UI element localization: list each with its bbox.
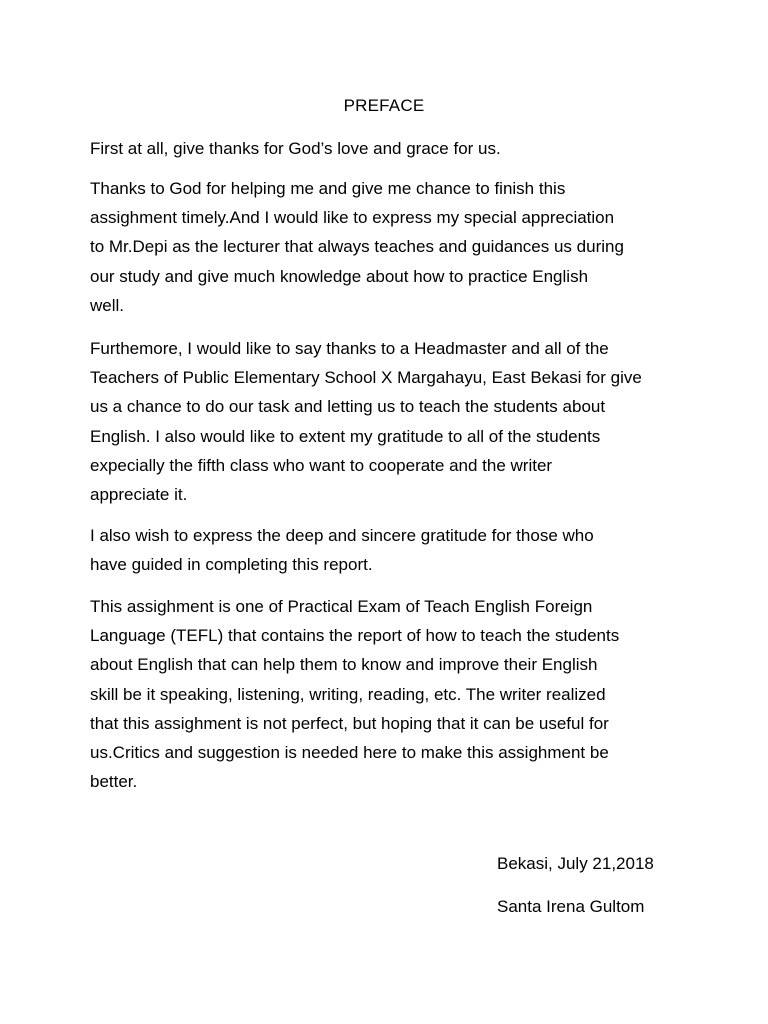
paragraph-opening bbox=[90, 134, 680, 163]
paragraph-line: Furthemore, I would like to say thanks to a Headmaster and all of the bbox=[90, 339, 609, 358]
page-title: PREFACE bbox=[343, 96, 425, 115]
paragraph-line: about English that can help them to know and improve their English bbox=[90, 655, 598, 675]
paragraph-thanks-god bbox=[90, 174, 680, 320]
paragraph-line: Teachers of Public Elementary School X Margahayu, East Bekasi for give bbox=[90, 368, 642, 388]
paragraph-line: English. I also would like to extent my gratitude to all of the students bbox=[90, 426, 601, 446]
paragraph-headmaster bbox=[90, 334, 680, 509]
paragraph-line: appreciate it. bbox=[90, 485, 188, 505]
paragraph-line: skill be it speaking, listening, writing, reading, etc. The writer realized bbox=[90, 684, 606, 704]
paragraph-line: us a chance to do our task and letting us to teach the students about bbox=[90, 397, 606, 417]
paragraph-line: to Mr.Depi as the lecturer that always teaches and guidances us during bbox=[90, 237, 624, 257]
paragraph-line: I also wish to express the deep and sincere gratitude for those who bbox=[90, 526, 594, 545]
paragraph-line: that this assighment is not perfect, but hoping that it can be useful for bbox=[90, 713, 609, 733]
author-name: Santa Irena Gultom bbox=[497, 897, 645, 916]
paragraph-line: have guided in completing this report. bbox=[90, 555, 373, 575]
paragraph-line: expecially the fifth class who want to cooperate and the writer bbox=[90, 455, 553, 475]
paragraph-line: First at all, give thanks for God’s love and grace for us. bbox=[90, 139, 501, 158]
paragraph-line: This assighment is one of Practical Exam of Teach English Foreign bbox=[90, 597, 593, 616]
paragraph-line: us.Critics and suggestion is needed here to make this assighment be bbox=[90, 743, 609, 763]
paragraph-assignment bbox=[90, 592, 680, 796]
paragraph-line: better. bbox=[90, 772, 138, 792]
place-date: Bekasi, July 21,2018 bbox=[497, 854, 654, 873]
paragraph-line: Language (TEFL) that contains the report of how to teach the students bbox=[90, 626, 620, 646]
paragraph-line: assighment timely.And I would like to express my special appreciation bbox=[90, 208, 615, 228]
paragraph-line: well. bbox=[90, 295, 125, 315]
paragraph-line: our study and give much knowledge about how to practice English bbox=[90, 266, 589, 286]
paragraph-gratitude bbox=[90, 521, 680, 579]
paragraph-line: Thanks to God for helping me and give me chance to finish this bbox=[90, 179, 566, 198]
